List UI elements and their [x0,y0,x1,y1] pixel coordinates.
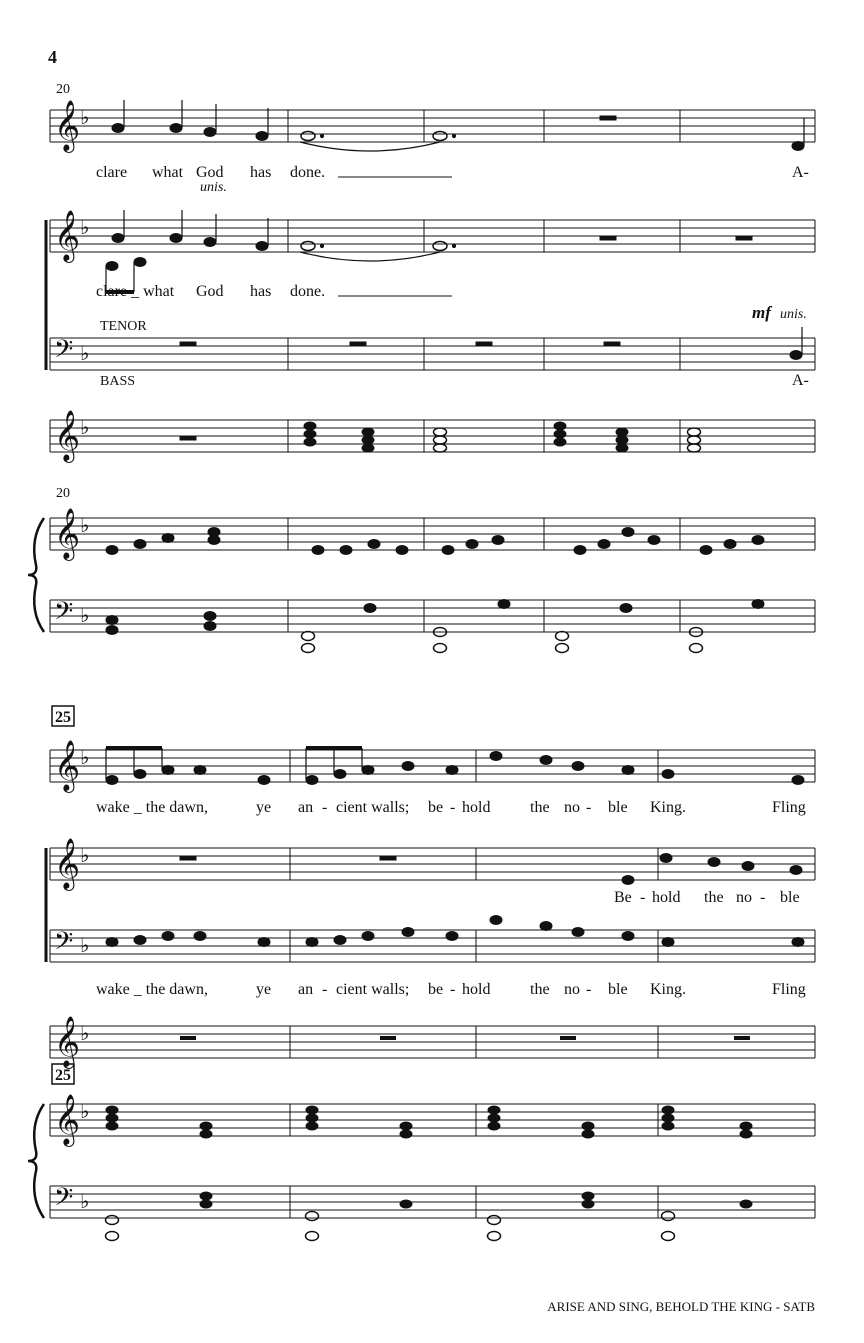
lyric: ye [256,981,272,998]
lyric: ye [256,799,272,816]
lyric: - [322,799,328,816]
lyric: ble [780,889,800,906]
lyric: has [250,164,272,181]
piano-notes-system-1 [106,528,764,653]
alto-lyrics-system-2 [614,889,800,906]
lyric: no [564,981,580,998]
lyric: cient walls; [336,981,410,998]
lyric: God [196,283,224,300]
treble-clef-icon: 𝄞 [54,838,81,889]
bass-label: BASS [100,374,136,389]
soprano-lyrics-system-2 [96,799,806,816]
lyric: King. [650,981,686,998]
measure-number: 20 [56,486,70,501]
unison-marking: unis. [200,180,227,195]
key-signature-flat-icon: ♭ [80,1021,90,1045]
key-signature-flat-icon: ♭ [80,603,90,627]
lyric: the [530,799,550,816]
treble-clef-icon: 𝄞 [54,210,81,261]
men-lyrics-system-2 [96,981,806,998]
lyric: cient walls; [336,799,410,816]
lyric: wake _ the dawn, [96,799,208,816]
lyric: - [450,981,456,998]
treble-clef-icon: 𝄞 [54,100,81,151]
page-number: 4 [48,47,57,67]
key-signature-flat-icon: ♭ [80,105,90,129]
measure-number: 20 [56,82,70,97]
lyric: an [298,799,314,816]
lyric: what [152,164,184,181]
bass-clef-icon: 𝄢 [54,1183,74,1218]
dynamic-mf: mf [752,303,771,322]
lyric: Fling [772,981,806,998]
lyric: A- [792,164,809,181]
lyric: the [530,981,550,998]
lyric: - [640,889,646,906]
lyric: hold [462,799,491,816]
lyric: hold [652,889,681,906]
lyric: no [564,799,580,816]
lyric: - [760,889,766,906]
tenor-label: TENOR [100,319,147,334]
treble-clef-icon: 𝄞 [54,740,81,791]
treble-clef-icon: 𝄞 [54,410,81,461]
lyric: clare [96,164,128,181]
key-signature-flat-icon: ♭ [80,415,90,439]
lyric: ble [608,799,628,816]
lyric: done. [290,164,326,181]
bass-clef-icon: 𝄢 [54,927,74,962]
treble-clef-icon: 𝄞 [54,1016,81,1067]
rehearsal-mark: 25 [55,1067,71,1084]
men-notes-system-1 [180,327,802,360]
piano-notes-system-2 [106,1106,753,1241]
key-signature-flat-icon: ♭ [80,513,90,537]
key-signature-flat-icon: ♭ [80,1189,90,1213]
lyric: no [736,889,752,906]
key-signature-flat-icon: ♭ [80,745,90,769]
alto-lyrics-system-1 [96,283,452,300]
key-signature-flat-icon: ♭ [80,843,90,867]
footer-title: ARISE AND SING, BEHOLD THE KING - SATB [547,1299,815,1314]
rehearsal-mark: 25 [55,709,71,726]
piano-brace [28,518,44,632]
key-signature-flat-icon: ♭ [80,1099,90,1123]
lyric: has [250,283,272,300]
key-signature-flat-icon: ♭ [80,215,90,239]
lyric: - [322,981,328,998]
soprano-lyrics-system-1 [96,164,809,181]
lyric: - [586,981,592,998]
lyric: an [298,981,314,998]
lyric: A- [792,372,809,389]
men-notes-system-2 [106,916,804,947]
lyric: ble [608,981,628,998]
lyric: clare _ what [96,283,175,300]
lyric: the [704,889,724,906]
key-signature-flat-icon: ♭ [80,341,90,365]
obbligato-notes-system-1 [180,422,701,452]
lyric: be [428,981,444,998]
lyric: Be [614,889,632,906]
lyric: Fling [772,799,806,816]
bass-clef-icon: 𝄢 [54,597,74,632]
treble-clef-icon: 𝄞 [54,1094,81,1145]
lyric: done. [290,283,326,300]
lyric: King. [650,799,686,816]
lyric: be [428,799,444,816]
piano-brace [28,1104,44,1218]
lyric: - [450,799,456,816]
lyric: hold [462,981,491,998]
alto-notes-system-1 [106,210,752,292]
treble-clef-icon: 𝄞 [54,508,81,559]
obbligato-notes-system-2 [180,1036,750,1040]
lyric: God [196,164,224,181]
lyric: - [586,799,592,816]
lyric: wake _ the dawn, [96,981,208,998]
unison-marking: unis. [780,307,807,322]
key-signature-flat-icon: ♭ [80,933,90,957]
bass-clef-icon: 𝄢 [54,335,74,370]
